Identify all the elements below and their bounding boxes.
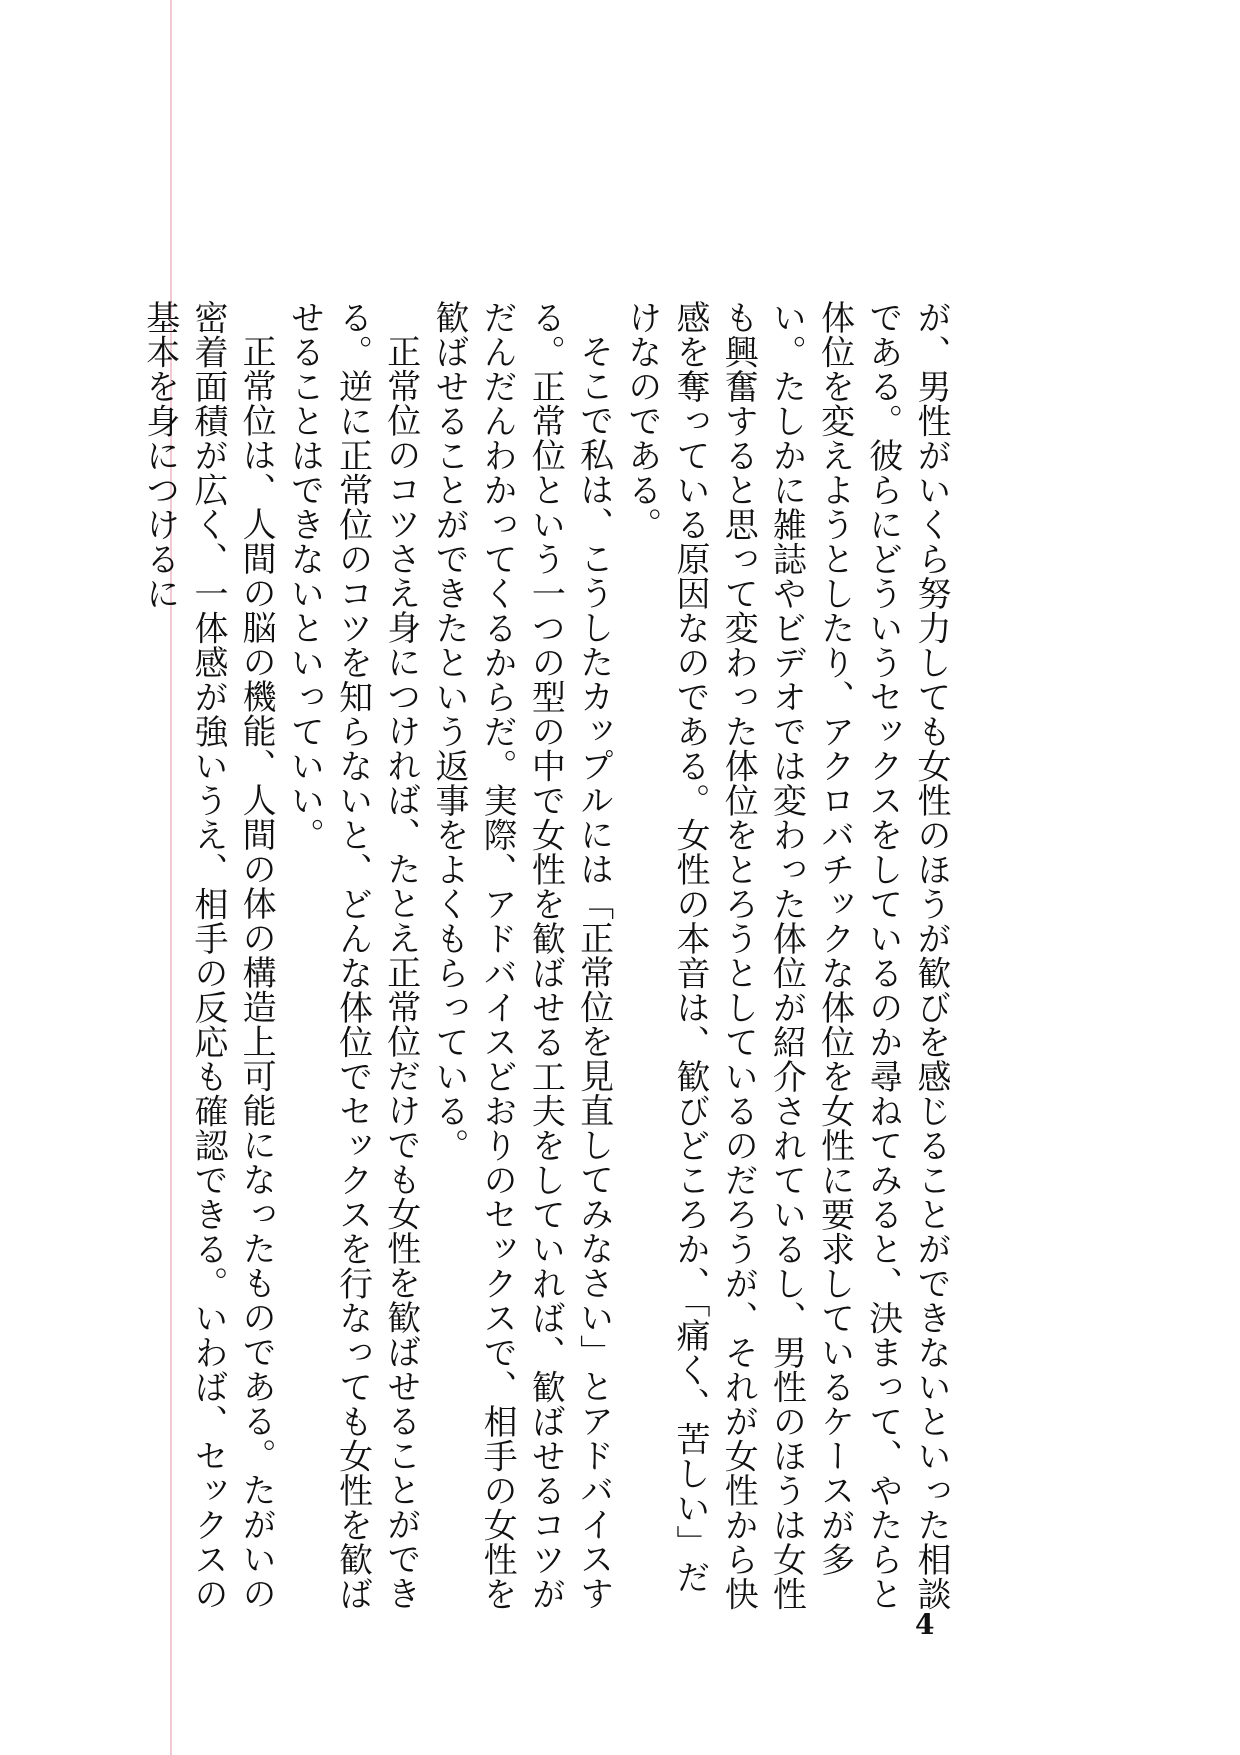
paragraph-4: 正常位は、人間の脳の機能、人間の体の構造上可能になったものである。たがいの密着面積が広く、一体感が強いうえ、相手の反応も確認できる。いわば、セックスの基本を身につけるに xyxy=(139,300,277,1611)
page-number: 4 xyxy=(915,1608,935,1641)
paragraph-3: 正常位のコツさえ身につければ、たとえ正常位だけでも女性を歓ばせることができる。逆に正常位のコツを知らないと、どんな体位でセックスを行なっても女性を歓ばせることはできないといっていい。 xyxy=(284,300,421,1611)
paragraph-1: が、男性がいくら努力しても女性のほうが歓びを感じることができないといった相談である。彼らにどういうセックスをしているのか尋ねてみると、決まって、やたらと体位を変えようとしたり、アクロバチックな体位を女性に要求しているケースが多い。たしかに雑誌やビデオでは変わった体位が紹介されているし、男性のほうは女性も興奮すると思って変わった体位をとろうとしているのだろうが、それが女性から快感を奪っている原因なのである。女性の本音は、歓びどころか、「痛く、苦しい」だけなのである。 xyxy=(621,300,951,1611)
paragraph-2: そこで私は、こうしたカップルには「正常位を見直してみなさい」とアドバイスする。正常位という一つの型の中で女性を歓ばせる工夫をしていれば、歓ばせるコツがだんだんわかってくるからだ。実際、アドバイスどおりのセックスで、相手の女性を歓ばせることができたという返事をよくもらっている。 xyxy=(428,300,614,1611)
vertical-text-block xyxy=(139,300,955,1620)
